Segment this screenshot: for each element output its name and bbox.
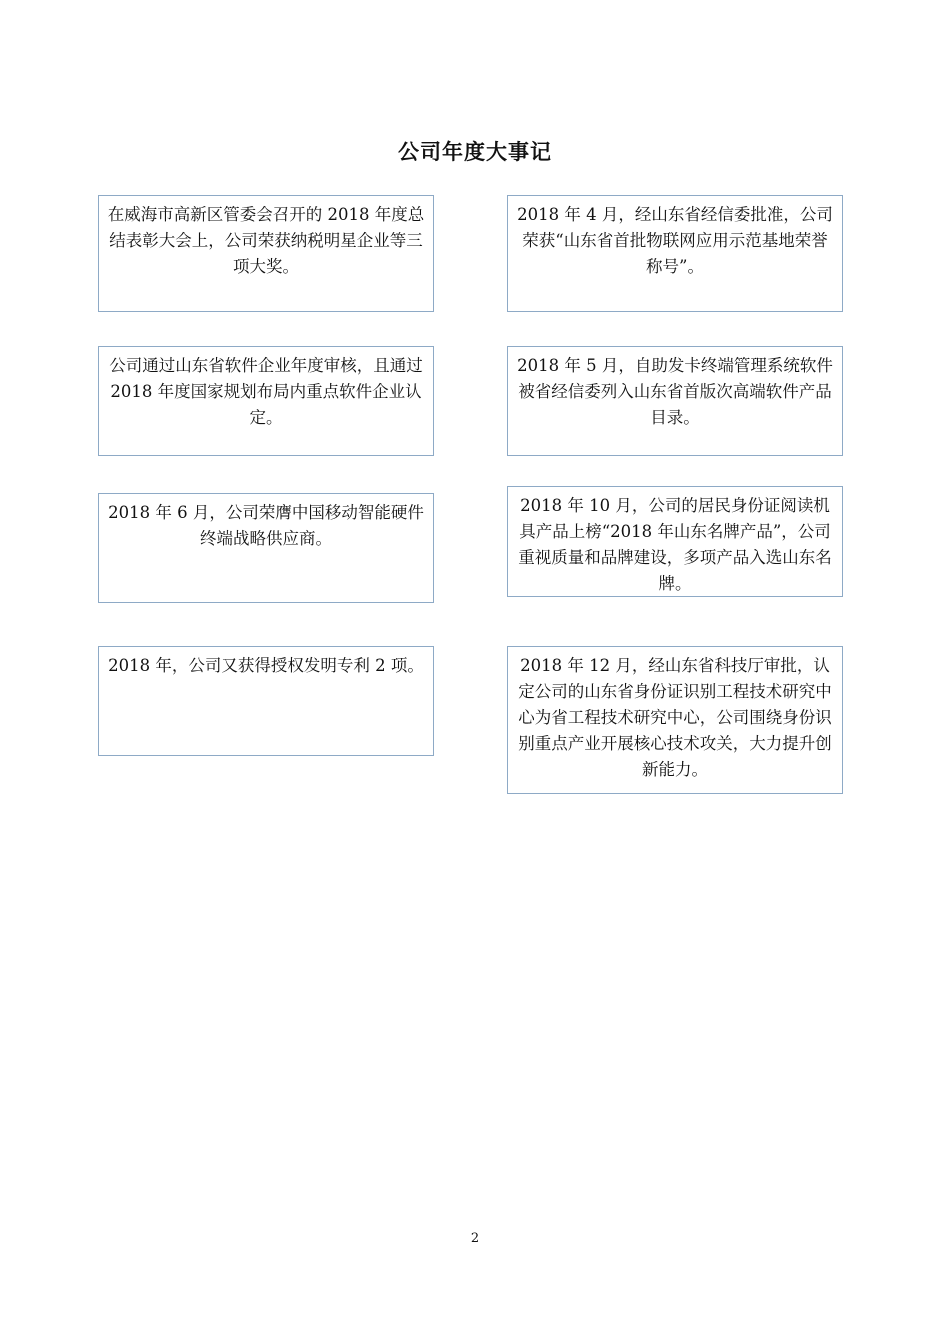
event-box-right-1: [507, 195, 843, 312]
event-text: 2018 年，公司又获得授权发明专利 2 项。: [108, 656, 424, 675]
event-box-left-2: [98, 346, 434, 456]
event-text: 2018 年 12 月，经山东省科技厅审批，认定公司的山东省身份证识别工程技术研究中心为省工程技术研究中心，公司围绕身份识别重点产业开展核心技术攻关，大力提升创新能力。: [518, 656, 832, 779]
event-box-right-2: [507, 346, 843, 456]
event-box-left-1: [98, 195, 434, 312]
event-box-right-4: [507, 646, 843, 794]
event-box-left-4: [98, 646, 434, 756]
event-text: 2018 年 4 月，经山东省经信委批准，公司荣获“山东省首批物联网应用示范基地荣誉称号”。: [517, 205, 833, 276]
page-title: 公司年度大事记: [398, 140, 552, 164]
event-text: 2018 年 5 月，自助发卡终端管理系统软件被省经信委列入山东省首版次高端软件产品目录。: [517, 356, 833, 427]
page-number: 2: [470, 1231, 480, 1246]
event-text: 2018 年 10 月，公司的居民身份证阅读机具产品上榜“2018 年山东名牌产品”，公司重视质量和品牌建设，多项产品入选山东名牌。: [518, 496, 832, 593]
event-box-left-3: [98, 493, 434, 603]
event-text: 在威海市高新区管委会召开的 2018 年度总结表彰大会上，公司荣获纳税明星企业等三项大奖。: [107, 205, 425, 276]
event-text: 公司通过山东省软件企业年度审核，且通过 2018 年度国家规划布局内重点软件企业认定。: [109, 356, 423, 427]
event-box-right-3: [507, 486, 843, 597]
event-text: 2018 年 6 月，公司荣膺中国移动智能硬件终端战略供应商。: [108, 503, 424, 548]
